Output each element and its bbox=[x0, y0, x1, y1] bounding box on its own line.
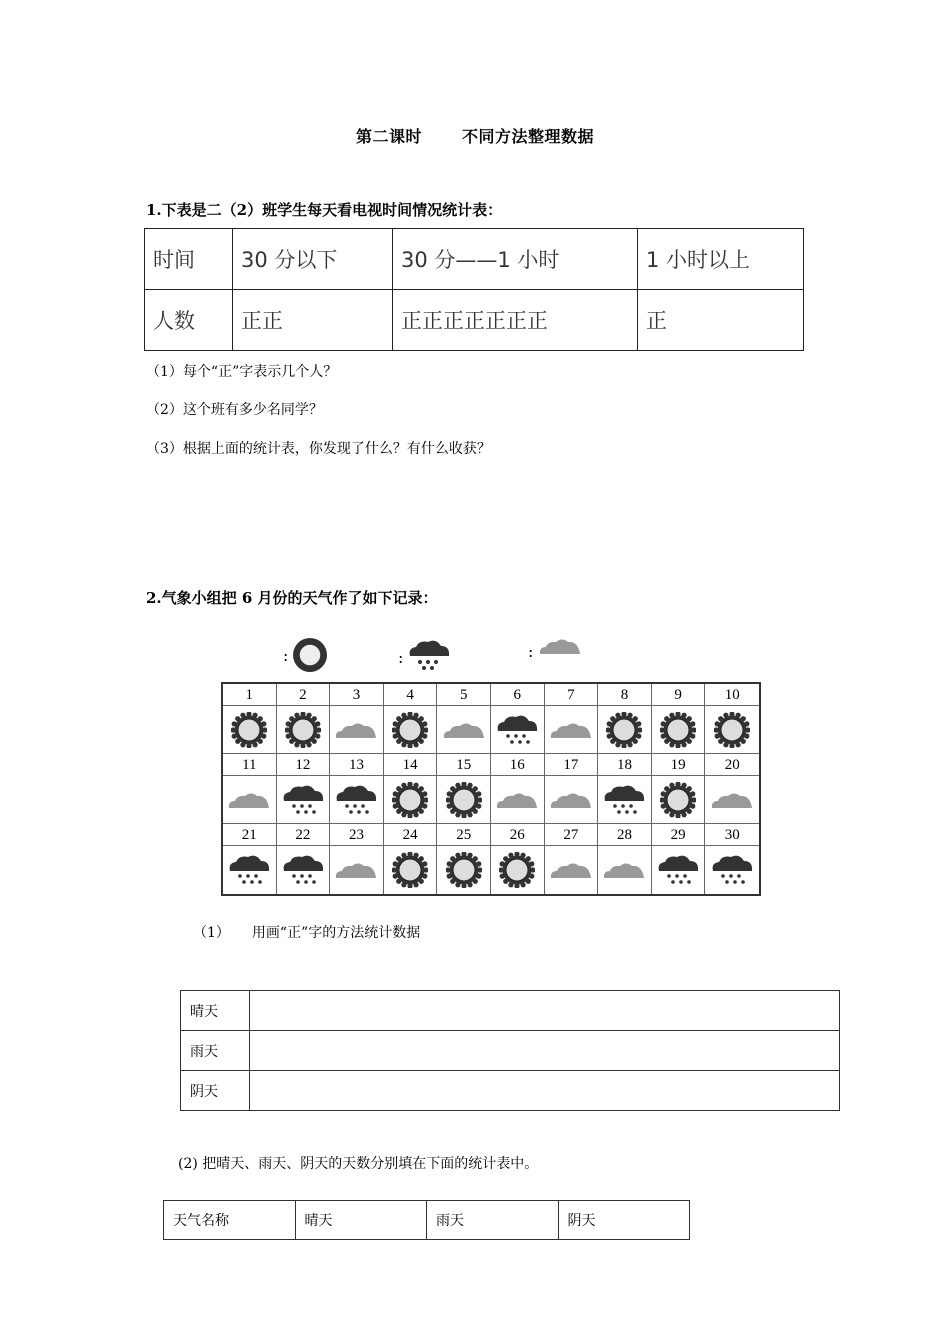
calendar-day-weather bbox=[652, 776, 706, 824]
cloud-icon bbox=[334, 860, 378, 880]
table-row bbox=[181, 1031, 840, 1071]
sub-question-2-1: （1） 用画“正”字的方法统计数据 bbox=[193, 925, 421, 941]
table-cell: 雨天 bbox=[181, 1031, 250, 1071]
calendar-day-weather bbox=[545, 706, 599, 754]
question-2: 2.气象小组把 6 月份的天气作了如下记录： bbox=[146, 589, 438, 607]
table-row bbox=[181, 1071, 840, 1111]
calendar-day-number: 25 bbox=[437, 824, 491, 846]
calendar-day-weather bbox=[384, 846, 438, 894]
calendar-day-weather bbox=[330, 706, 384, 754]
weather-stat-table bbox=[163, 1200, 690, 1240]
rain-cloud-icon bbox=[227, 853, 271, 887]
calendar-day-weather bbox=[705, 706, 759, 754]
rain-cloud-icon bbox=[281, 783, 325, 817]
cloud-icon bbox=[495, 790, 539, 810]
calendar-day-number: 5 bbox=[437, 684, 491, 706]
table-cell: 正正正正正正正 bbox=[393, 290, 638, 351]
calendar-day-number: 26 bbox=[491, 824, 545, 846]
calendar-day-weather bbox=[437, 846, 491, 894]
calendar-day-number: 8 bbox=[598, 684, 652, 706]
calendar-day-weather bbox=[277, 846, 331, 894]
calendar-day-weather bbox=[491, 706, 545, 754]
sun-icon bbox=[660, 782, 696, 818]
calendar-day-number: 6 bbox=[491, 684, 545, 706]
lesson-name: 不同方法整理数据 bbox=[462, 127, 595, 146]
sun-icon bbox=[446, 782, 482, 818]
table-row bbox=[145, 229, 804, 290]
calendar-day-weather bbox=[330, 776, 384, 824]
calendar-day-weather bbox=[277, 706, 331, 754]
calendar-day-number: 18 bbox=[598, 754, 652, 776]
sub-question-2-2: (2) 把晴天、雨天、阴天的天数分别填在下面的统计表中。 bbox=[178, 1156, 539, 1172]
cloud-icon bbox=[442, 720, 486, 740]
calendar-day-number: 14 bbox=[384, 754, 438, 776]
table-cell: 时间 bbox=[145, 229, 233, 290]
sun-icon bbox=[291, 636, 329, 674]
rain-cloud-icon bbox=[710, 853, 754, 887]
table-cell: 30 分以下 bbox=[233, 229, 393, 290]
calendar-day-number: 9 bbox=[652, 684, 706, 706]
calendar-day-number: 15 bbox=[437, 754, 491, 776]
calendar-day-weather bbox=[545, 846, 599, 894]
calendar-day-number: 19 bbox=[652, 754, 706, 776]
question-1: 1.下表是二（2）班学生每天看电视时间情况统计表： bbox=[146, 201, 503, 219]
calendar-day-weather bbox=[437, 776, 491, 824]
table-cell: 1 小时以上 bbox=[638, 229, 804, 290]
tally-cell-sunny[interactable] bbox=[250, 991, 840, 1031]
calendar-day-number: 21 bbox=[223, 824, 277, 846]
table-row bbox=[181, 991, 840, 1031]
tally-table bbox=[180, 990, 840, 1111]
calendar-day-weather bbox=[705, 776, 759, 824]
calendar-day-weather bbox=[223, 846, 277, 894]
calendar-day-number: 28 bbox=[598, 824, 652, 846]
sub-question-1-1: （1）每个“正”字表示几个人？ bbox=[146, 364, 338, 380]
calendar-day-weather bbox=[330, 846, 384, 894]
tally-cell-rainy[interactable] bbox=[250, 1031, 840, 1071]
calendar-day-number: 23 bbox=[330, 824, 384, 846]
sun-icon bbox=[392, 782, 428, 818]
calendar-day-number: 7 bbox=[545, 684, 599, 706]
sun-icon bbox=[446, 852, 482, 888]
calendar-day-number: 1 bbox=[223, 684, 277, 706]
cloud-icon bbox=[334, 720, 378, 740]
table-cell: 阴天 bbox=[181, 1071, 250, 1111]
calendar-day-weather bbox=[652, 846, 706, 894]
calendar-day-weather bbox=[598, 706, 652, 754]
table-cell: 正 bbox=[638, 290, 804, 351]
calendar-day-number: 24 bbox=[384, 824, 438, 846]
calendar-day-number: 29 bbox=[652, 824, 706, 846]
table-cell: 雨天 bbox=[427, 1201, 559, 1240]
tally-cell-cloudy[interactable] bbox=[250, 1071, 840, 1111]
lesson-number: 第二课时 bbox=[355, 127, 422, 146]
table-cell: 晴天 bbox=[295, 1201, 427, 1240]
calendar-day-number: 3 bbox=[330, 684, 384, 706]
table-cell: 天气名称 bbox=[164, 1201, 296, 1240]
calendar-day-number: 11 bbox=[223, 754, 277, 776]
weather-calendar bbox=[221, 682, 761, 896]
calendar-day-weather bbox=[384, 706, 438, 754]
sun-icon bbox=[606, 712, 642, 748]
cloud-icon bbox=[227, 790, 271, 810]
cloud-icon bbox=[710, 790, 754, 810]
cloud-icon bbox=[538, 636, 582, 656]
page-title bbox=[0, 124, 950, 147]
rain-cloud-icon bbox=[495, 713, 539, 747]
calendar-day-number: 20 bbox=[705, 754, 759, 776]
rain-cloud-icon bbox=[406, 638, 452, 672]
calendar-day-number: 27 bbox=[545, 824, 599, 846]
calendar-day-number: 12 bbox=[277, 754, 331, 776]
rain-cloud-icon bbox=[656, 853, 700, 887]
table-cell: 正正 bbox=[233, 290, 393, 351]
calendar-day-weather bbox=[223, 706, 277, 754]
table-cell: 晴天 bbox=[181, 991, 250, 1031]
sub-question-1-3: （3）根据上面的统计表，你发现了什么？有什么收获？ bbox=[146, 441, 491, 457]
calendar-day-weather bbox=[598, 776, 652, 824]
sun-icon bbox=[285, 712, 321, 748]
calendar-day-weather bbox=[277, 776, 331, 824]
table-cell: 阴天 bbox=[558, 1201, 690, 1240]
sun-icon bbox=[499, 852, 535, 888]
rain-cloud-icon bbox=[602, 783, 646, 817]
sun-icon bbox=[660, 712, 696, 748]
cloud-icon bbox=[549, 790, 593, 810]
sun-icon bbox=[231, 712, 267, 748]
table-cell: 30 分——1 小时 bbox=[393, 229, 638, 290]
calendar-day-weather bbox=[705, 846, 759, 894]
calendar-day-number: 2 bbox=[277, 684, 331, 706]
table-cell: 人数 bbox=[145, 290, 233, 351]
calendar-day-number: 4 bbox=[384, 684, 438, 706]
cloud-icon bbox=[549, 720, 593, 740]
rain-cloud-icon bbox=[334, 783, 378, 817]
table-row bbox=[145, 290, 804, 351]
calendar-day-number: 16 bbox=[491, 754, 545, 776]
calendar-day-weather bbox=[437, 706, 491, 754]
cloud-icon bbox=[549, 860, 593, 880]
sun-icon bbox=[714, 712, 750, 748]
sub-question-1-2: （2）这个班有多少名同学？ bbox=[146, 402, 323, 418]
calendar-day-weather bbox=[652, 706, 706, 754]
tv-time-table bbox=[144, 228, 804, 351]
calendar-day-weather bbox=[598, 846, 652, 894]
calendar-day-weather bbox=[491, 846, 545, 894]
sun-icon bbox=[392, 712, 428, 748]
calendar-day-number: 13 bbox=[330, 754, 384, 776]
calendar-day-number: 17 bbox=[545, 754, 599, 776]
calendar-day-weather bbox=[223, 776, 277, 824]
calendar-day-number: 30 bbox=[705, 824, 759, 846]
calendar-day-weather bbox=[384, 776, 438, 824]
table-row bbox=[164, 1201, 690, 1240]
rain-cloud-icon bbox=[281, 853, 325, 887]
legend-sunny: : bbox=[283, 636, 333, 676]
calendar-day-weather bbox=[545, 776, 599, 824]
calendar-day-number: 10 bbox=[705, 684, 759, 706]
calendar-day-number: 22 bbox=[277, 824, 331, 846]
sun-icon bbox=[392, 852, 428, 888]
legend-rainy: : bbox=[398, 636, 458, 676]
cloud-icon bbox=[602, 860, 646, 880]
legend-cloudy: : bbox=[528, 636, 588, 676]
calendar-day-weather bbox=[491, 776, 545, 824]
